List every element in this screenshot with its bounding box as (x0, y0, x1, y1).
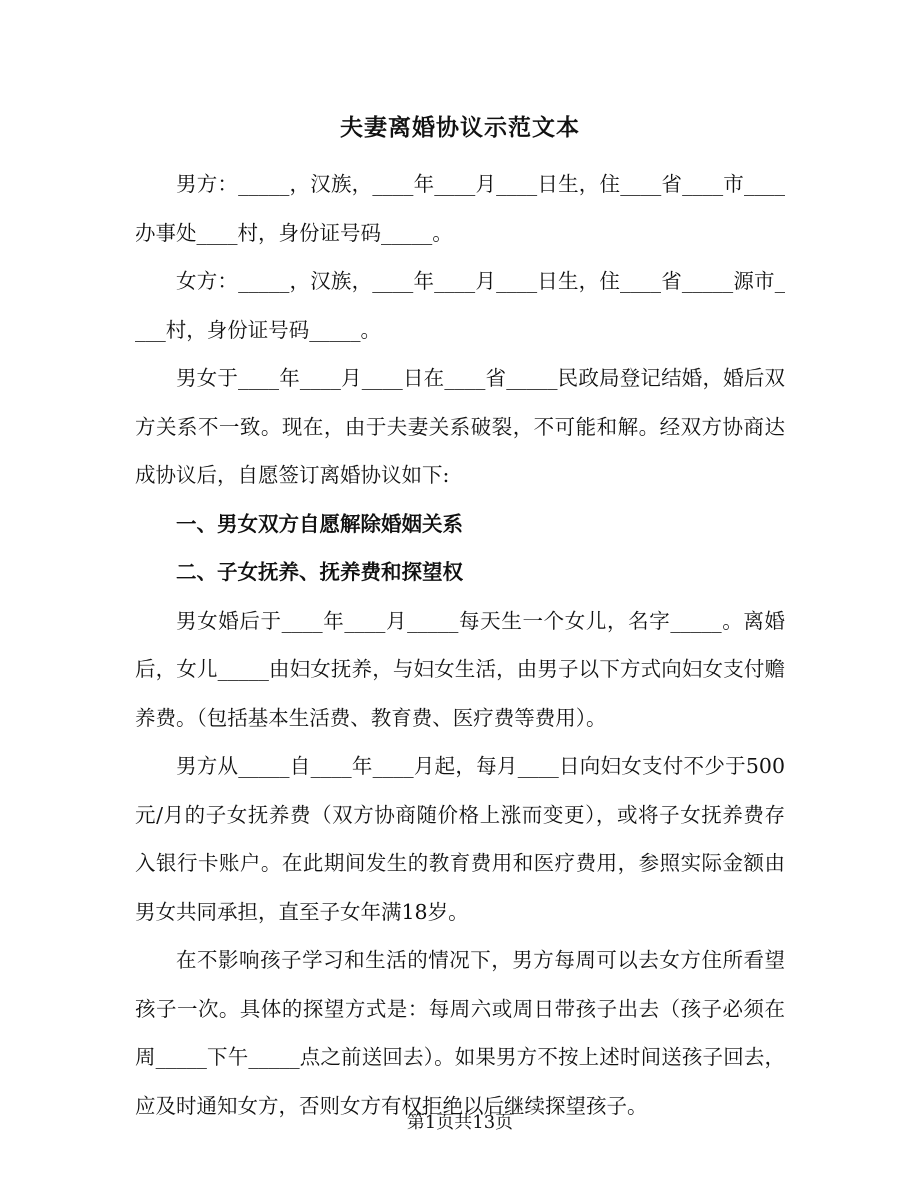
paragraph-visitation: 在不影响孩子学习和生活的情况下，男方每周可以去女方住所看望孩子一次。具体的探望方式是：每周六或周日带孩子出去（孩子必须在周_____下午_____点之前送回去）。如果男方不按上述时间送孩子回去，应及时通知女方，否则女方有权拒绝以后继续探望孩子。 (135, 948, 785, 1118)
paragraph-husband-info: 男方：_____，汉族，____年____月____日生，住____省____市____办事处____村，身份证号码_____。 (135, 172, 785, 245)
document-body (135, 160, 785, 1130)
page-number: 第1页共13页 (406, 1112, 514, 1133)
section-heading-dissolution: 一、男女双方自愿解除婚姻关系 (176, 511, 463, 536)
paragraph-child-support: 男方从_____自____年____月起，每月____日向妇女支付不少于500元/月的子女抚养费（双方协商随价格上涨而变更），或将子女抚养费存入银行卡账户。在此期间发生的教育费用和医疗费用，参照实际金额由男女共同承担，直至子女年满18岁。 (135, 754, 785, 924)
paragraph-marriage-registration: 男女于____年____月____日在____省_____民政局登记结婚，婚后双方关系不一致。现在，由于夫妻关系破裂，不可能和解。经双方协商达成协议后，自愿签订离婚协议如下: (135, 366, 785, 487)
document-title: 夫妻离婚协议示范文本 (340, 114, 580, 141)
section-heading-child-custody: 二、子女抚养、抚养费和探望权 (176, 560, 463, 584)
paragraph-wife-info: 女方：_____，汉族，____年____月____日生，住____省_____源市____村，身份证号码_____。 (135, 269, 785, 342)
paragraph-child-custody: 男女婚后于____年____月_____每天生一个女儿，名字_____。离婚后，女儿_____由妇女抚养，与妇女生活，由男子以下方式向妇女支付赡养费。（包括基本生活费、教育费、医疗费等费用）。 (135, 608, 785, 730)
